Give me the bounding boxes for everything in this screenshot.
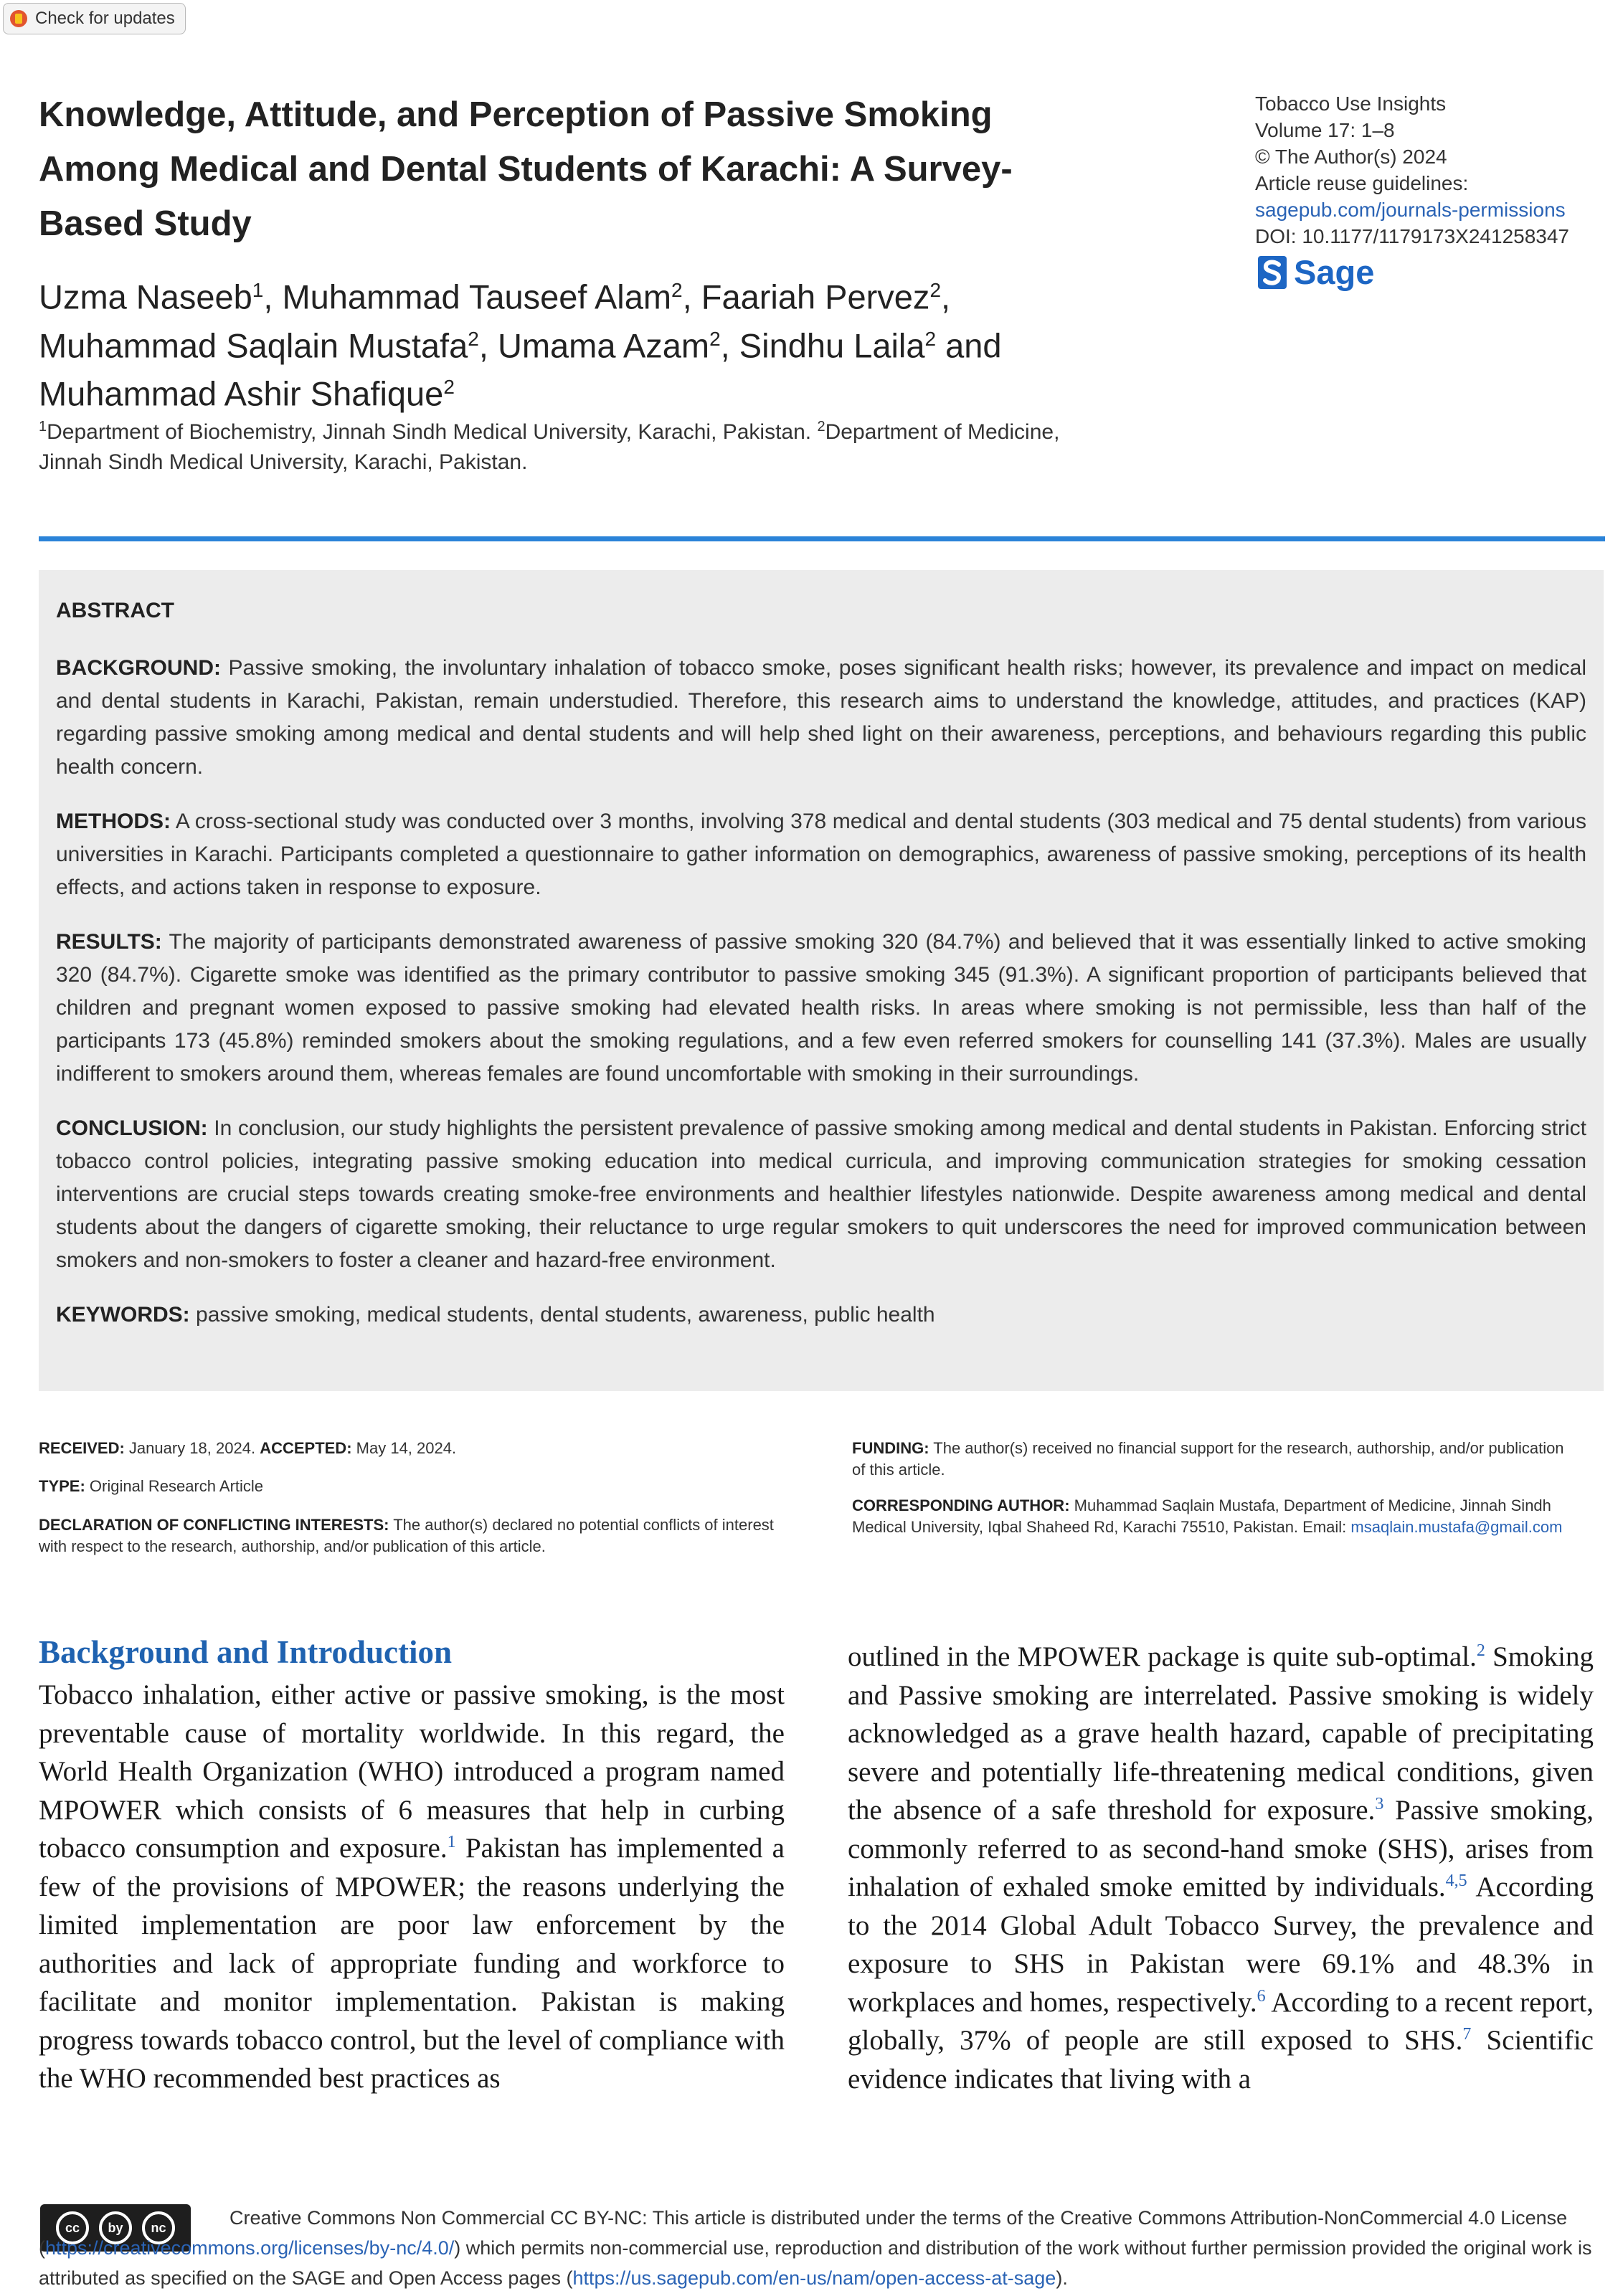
body-text: outlined in the MPOWER package is quite sub-optimal. [848,1641,1477,1672]
header-divider [39,536,1605,541]
citation-ref[interactable]: 7 [1462,2025,1472,2044]
affiliations [39,412,1100,478]
corr-text: Muhammad Saqlain Mustafa, Department of Medicine, Jinnah Sindh Medical University, Iqbal Shaheed Rd, Karachi 75510, Pakistan. Email: [852,1496,1551,1536]
author-separator: , [941,277,951,316]
type-label: TYPE: [39,1477,85,1495]
corresponding-author [852,1495,1576,1538]
body-text: Tobacco inhalation, either active or passive smoking, is the most preventable cause of mortality worldwide. In this regard, the World Health Organization (WHO) introduced a program named MPOWER which consists of 6 measures that help in curbing tobacco consumption and exposure. [39,1679,785,1864]
license-text-2: ) which permits non-commercial use, reproduction and distribution of the work without further permission provided the original work is attributed as specified on the SAGE and Open Access pages ( [39,2237,1592,2289]
license-link-cc[interactable]: https://creativecommons.org/licenses/by-nc/4.0/ [45,2237,455,2259]
background-label: BACKGROUND: [56,656,221,680]
corr-label: CORRESPONDING AUTHOR: [852,1496,1070,1514]
check-for-updates-label: Check for updates [35,9,175,28]
keywords-label: KEYWORDS: [56,1303,190,1327]
sage-s-icon [1258,256,1287,289]
abstract-box [39,570,1604,1391]
citation-ref[interactable]: 6 [1257,1986,1266,2006]
body-column-left [39,1676,785,2098]
check-for-updates-badge[interactable] [3,3,186,34]
abstract-heading: ABSTRACT [56,599,174,622]
nc-icon: nc [142,2211,175,2244]
section-heading: Background and Introduction [39,1634,453,1670]
body-text: According to the 2014 Global Adult Tobacco Survey, the prevalence and exposure to SHS in Pakistan were 69.1% and 48.3% in workplaces and homes, respectively. [848,1872,1594,2018]
methods-label: METHODS: [56,810,171,833]
citation-ref[interactable]: 3 [1375,1795,1384,1813]
affiliation-number: 1 [39,419,47,435]
author-affiliation-mark: 2 [924,327,937,350]
affiliation-2: Department of Medicine, Jinnah Sindh Medical University, Karachi, Pakistan. [39,420,1060,474]
abstract-keywords [56,1299,1586,1332]
methods-text: A cross-sectional study was conducted over 3 months, involving 378 medical and dental students (303 medical and 75 dental students) from various universities in Karachi. Participants completed a questionnaire to gather information on demographics, awareness of passive smoking, perceptions of its health effects, and actions taken in response to exposure. [56,810,1586,899]
abstract-conclusion [56,1112,1586,1277]
coi-text: The author(s) declared no potential conflicts of interest with respect to the research, authorship, and/or publication of this article. [39,1516,774,1555]
author-affiliation-mark: 2 [671,279,683,301]
received-date: January 18, 2024. [128,1439,256,1457]
keywords-text: passive smoking, medical students, dental students, awareness, public health [196,1303,935,1327]
author-name: Muhammad Tauseef Alam [282,277,672,316]
citation-ref[interactable]: 4,5 [1445,1872,1467,1890]
corr-email-link[interactable]: msaqlain.mustafa@gmail.com [1350,1518,1563,1536]
funding-statement [852,1438,1576,1481]
abstract-background [56,652,1586,784]
author-affiliation-mark: 2 [468,327,479,350]
by-icon: by [99,2211,132,2244]
affiliation-1: Department of Biochemistry, Jinnah Sindh Medical University, Karachi, Pakistan. [47,420,812,444]
affiliation-number: 2 [817,419,825,435]
conclusion-label: CONCLUSION: [56,1116,208,1140]
funding-label: FUNDING: [852,1439,929,1457]
author-name: Uzma Naseeb [39,277,252,316]
journal-name: Tobacco Use Insights [1255,92,1447,115]
received-label: RECEIVED: [39,1439,125,1457]
author-separator: , [478,326,498,365]
author-affiliation-mark: 2 [929,279,942,301]
author-name: Muhammad Ashir Shafique [39,374,444,413]
author-name: Muhammad Saqlain Mustafa [39,326,468,365]
author-separator: , [720,326,739,365]
author-list [39,270,1100,415]
author-name: Umama Azam [497,326,710,365]
type-value: Original Research Article [89,1477,264,1495]
sage-wordmark: Sage [1294,253,1375,291]
author-affiliation-mark: 2 [709,327,721,350]
reuse-label: Article reuse guidelines: [1255,172,1469,194]
article-type [39,1476,799,1497]
license-text-3: ). [1056,2267,1068,2289]
author-affiliation-mark: 2 [443,376,455,399]
funding-text: The author(s) received no financial support for the research, authorship, and/or publication of this article. [852,1439,1564,1479]
body-text: Smoking and Passive smoking are interrelated. Passive smoking is widely acknowledged as a grave health hazard, capable of precipitating severe and potentially life-threatening medical conditions, given the absence of a safe threshold for exposure. [848,1641,1594,1826]
license-footer [39,2203,1595,2293]
body-text: Passive smoking, commonly referred to as second-hand smoke (SHS), arises from inhalation of exhaled smoke emitted by individuals. [848,1795,1594,1902]
journal-doi: DOI: 10.1177/1179173X241258347 [1255,225,1570,247]
citation-ref[interactable]: 2 [1476,1641,1485,1660]
body-text: Pakistan has implemented a few of the provisions of MPOWER; the reasons underlying the limited implementation are poor law enforcement by the authorities and lack of appropriate funding and workforce to facilitate and monitor implementation. Pakistan is making progress towards tobacco control, but the level of compliance with the WHO recommended best practices as [39,1833,785,2094]
article-dates [39,1438,799,1459]
author-conjunction: and [936,326,1002,365]
background-text: Passive smoking, the involuntary inhalation of tobacco smoke, poses significant health risks; however, its prevalence and impact on medical and dental students in Karachi, Pakistan, remain understudied. Therefore, this research aims to understand the knowledge, attitudes, and practices (KAP) regarding passive smoking among medical and dental students and will help shed light on their awareness, perceptions, and behaviours regarding this public health concern. [56,656,1586,779]
author-name: Sindhu Laila [739,326,925,365]
coi-label: DECLARATION OF CONFLICTING INTERESTS: [39,1516,389,1534]
sage-logo [1258,252,1374,292]
article-title: Knowledge, Attitude, and Perception of Passive Smoking Among Medical and Dental Students of Karachi: A Survey-Based Study [39,95,1013,243]
journal-volume: Volume 17: 1–8 [1255,119,1395,141]
accepted-label: ACCEPTED: [260,1439,352,1457]
journal-copyright: © The Author(s) 2024 [1255,146,1447,168]
author-name: Faariah Pervez [701,277,930,316]
cc-icon: cc [56,2211,89,2244]
journal-info [1255,90,1599,250]
check-for-updates-icon [9,9,28,28]
abstract-results [56,926,1586,1091]
results-label: RESULTS: [56,930,162,954]
abstract-methods [56,805,1586,904]
author-affiliation-mark: 1 [252,279,264,301]
license-text-1: Creative Commons Non Commercial CC BY-NC: This article is distributed under the terms of the Creative Commons Attribution-NonCommercial 4.0 License ( [39,2207,1568,2259]
author-separator: , [263,277,283,316]
reuse-link[interactable]: sagepub.com/journals-permissions [1255,199,1566,221]
conflict-declaration [39,1514,799,1557]
conclusion-text: In conclusion, our study highlights the persistent prevalence of passive smoking among medical and dental students in Pakistan. Enforcing strict tobacco control policies, integrating passive smoking education into medical curricula, and improving communication strategies for smoking cessation interventions are crucial steps towards creating smoke-free environments and healthier lifestyles nationwide. Despite awareness among medical and dental students about the dangers of cigarette smoking, their reluctance to urge regular smokers to quit underscores the need for improved communication between smokers and non-smokers to foster a cleaner and hazard-free environment. [56,1116,1586,1272]
body-text: According to a recent report, globally, 37% of people are still exposed to SHS. [848,1986,1594,2056]
results-text: The majority of participants demonstrated awareness of passive smoking 320 (84.7%) and believed that it was essentially linked to active smoking 320 (84.7%). Cigarette smoke was identified as the primary contributor to passive smoking 345 (91.3%). A significant proportion of participants believed that children and pregnant women exposed to passive smoking had elevated health risks. In areas where smoking is not permissible, less than half of the participants 173 (45.8%) reminded smokers about the smoking regulations, and a few even referred smokers for counselling 141 (37.3%). Males are usually indifferent to smokers around them, whereas females are found uncomfortable with smoking in their surroundings. [56,930,1586,1086]
accepted-date: May 14, 2024. [356,1439,457,1457]
citation-ref[interactable]: 1 [447,1833,456,1851]
license-link-sage[interactable]: https://us.sagepub.com/en-us/nam/open-access-at-sage [572,2267,1056,2289]
body-text: Scientific evidence indicates that living with a [848,2025,1594,2095]
body-column-right [848,1638,1594,2098]
author-separator: , [682,277,701,316]
